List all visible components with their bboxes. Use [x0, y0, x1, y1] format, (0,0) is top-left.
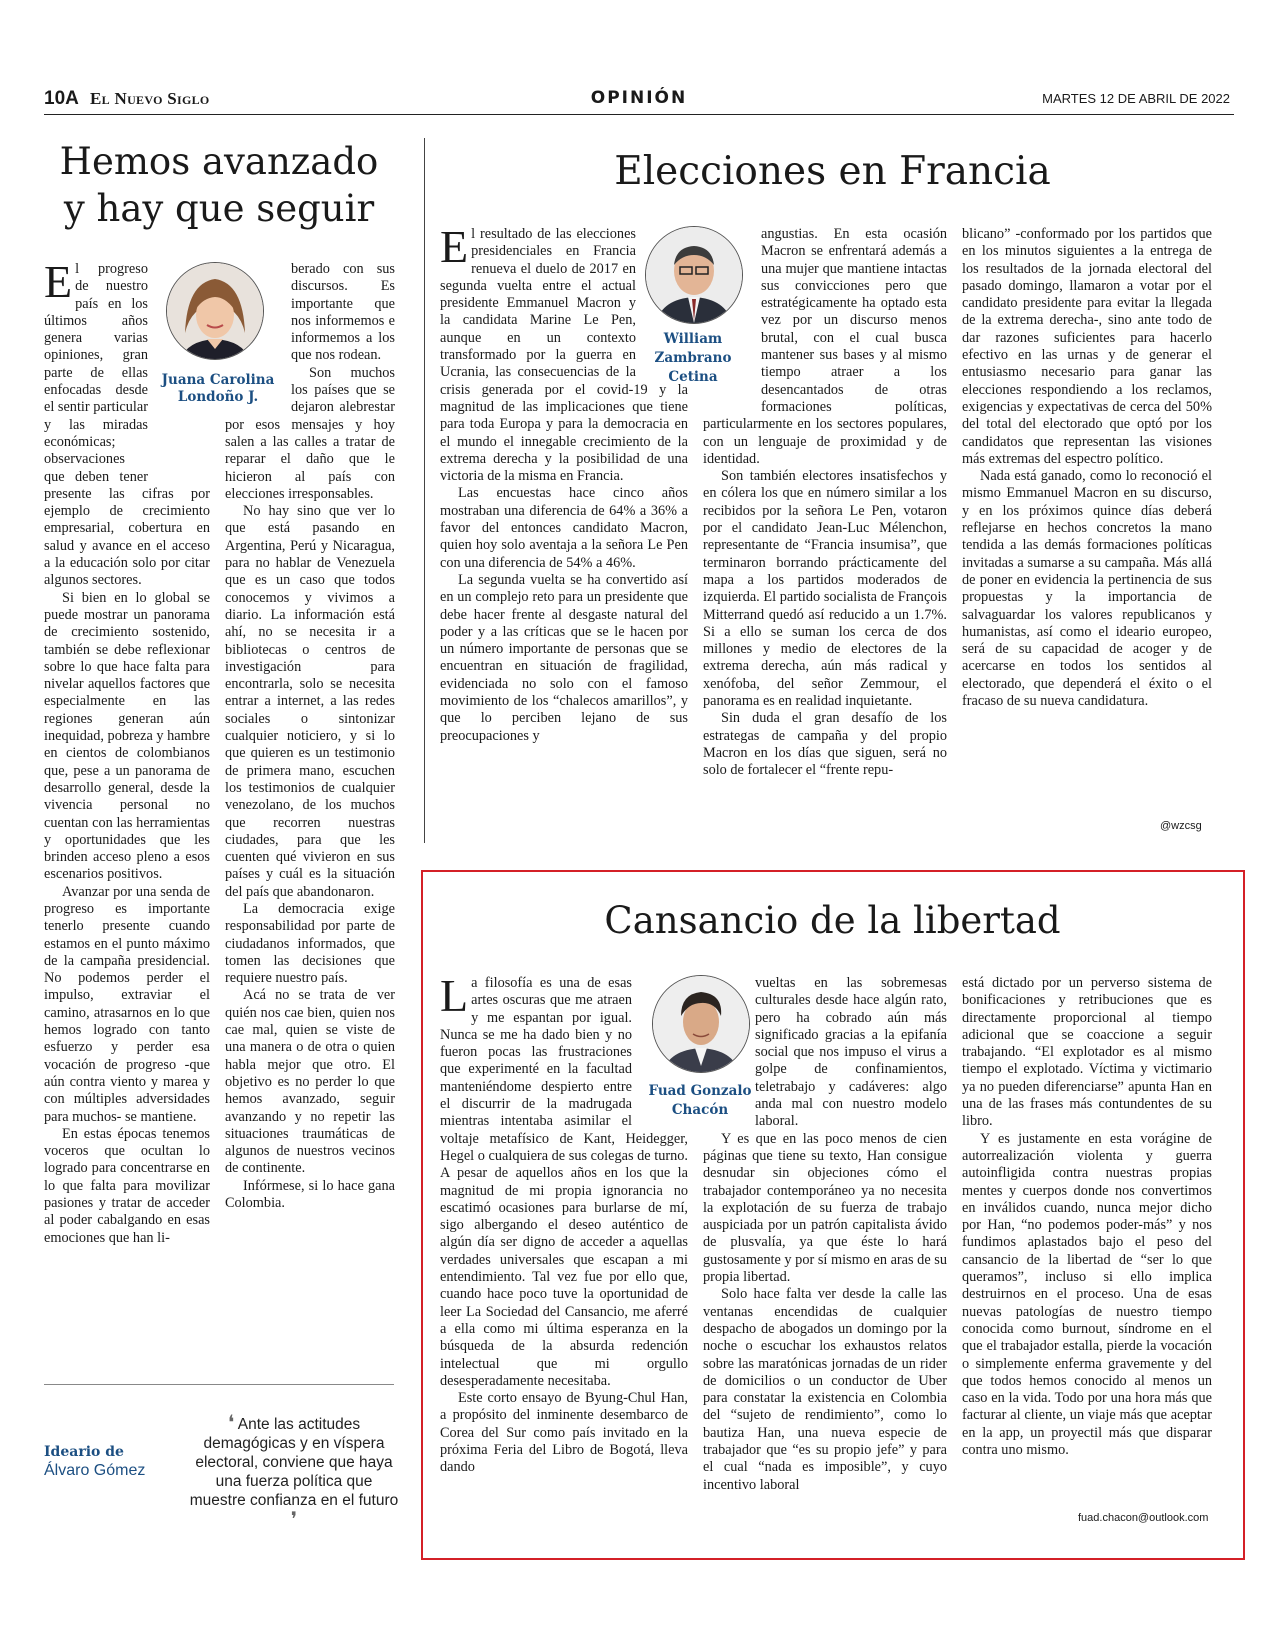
quote-close-icon: ❜ [290, 1507, 298, 1531]
left-article-col1: El progreso de nuestro país en los últimos años genera varias opiniones, gran parte de ellas enfocadas desde el sentir particular y las miradas económicas; observaciones que deben tener presente las cifras por ejemplo de crecimiento empresarial, cobertura en salud y avance en el acceso a la educación solo por citar algunos sectores. Si bien en lo global se puede mostrar un panorama de crecimiento sostenido, también se debe reflexionar sobre lo que hace falta para nivelar aquellos factores que especialmente en las regiones generan aún inequidad, pobreza y hambre en cientos de colombianos que, pese a un panorama de desarrollo general, desde la vivencia personal no cuentan con las herramientas y oportunidades que les brinden acceso pleno a esos escenarios positivos. Avanzar por una senda de progreso es importante tenerlo presente cuando estamos en el punto máximo de la campaña presidencial. No podemos perder el impulso, extraviar el camino, atrasarnos en lo que hemos logrado con tanto esfuerzo y perder esa vocación de progreso -que aún contra viento y marea y con múltiples adversidades para muchos- se mantiene. En estas épocas tenemos voceros que ocultan lo logrado para concentrarse en lo que falta para movilizar pasiones y tratar de acceder al poder cabalgando en esas emociones que han li- [44, 261, 210, 1246]
issue-date: MARTES 12 DE ABRIL DE 2022 [1042, 91, 1230, 106]
ideario-label: Ideario de Álvaro Gómez [44, 1444, 146, 1479]
author-handle: @wzcsg [1160, 820, 1202, 832]
author-byline-william: William Zambrano Cetina [654, 331, 732, 385]
author-photo-juana [166, 262, 264, 360]
cansancio-article-col3: está dictado por un perverso sistema de bonificaciones y retribuciones que es directamente proporcional al tiempo adicional que se coaccione a seguir trabajando. “El explotador es al mismo tiempo el explotado. Víctima y victimario ya no pueden diferenciarse” apunta Han en una de las frases más contundentes de su libro. Y es justamente en esta vorágine de autorrealización violenta y guerra autoinfligida contra nuestras propias mentes y cuerpos donde nos convertimos en inválidos cuando, nunca mejor dicho por Han, “no podemos poder-más” y nos fundimos aplastados bajo el peso del cansancio de la libertad de “ser lo que queramos”, incluso si ello implica destruirnos en el proceso. Una de esas nuevas patologías de nuestro tiempo conocida como burnout, síndrome en el que el trabajador estalla, pierde la vocación o simplemente enferma gravemente y del que todos hemos conocido al menos un caso en la vida. Todo por una hora más que facturar al cliente, un viaje más que aceptar en la app, un proyectil más que disparar contra uno mismo. [962, 975, 1212, 1459]
drop-cap: E [44, 261, 73, 307]
author-byline-juana: Juana Carolina Londoño J. [161, 372, 275, 405]
francia-article-title: Elecciones en Francia [614, 149, 1051, 194]
cansancio-article-col2: vueltas en las sobremesas culturales desde hace algún rato, pero ha cobrado aún más significado gracias a la epifanía social que nos impuso el virus a golpe de confinamientos, teletrabajo y cadáveres: algo anda mal con nuestro modelo laboral. Y es que en las poco menos de cien páginas que tiene su texto, Han consigue desnudar sin objeciones cómo el trabajador contemporáneo ya no necesita la explotación de su fuerza de trabajo auspiciada por un patrón capitalista ávido de plusvalía, ya que éste lo hará gustosamente y por sí mismo en aras de su propia libertad. Solo hace falta ver desde la calle las ventanas encendidas de cualquier despacho de abogados un domingo por la noche o escuchar los exhaustos relatos sobre las maratónicas jornadas de un rider de domicilios o un conductor de Uber para constatar la existencia en Colombia del “sujeto de rendimiento”, como lo bautiza Han, una nueva especie de trabajador que “es su propio jefe” y para el cual “nada es imposible”, y cuyo incentivo laboral [703, 975, 947, 1493]
ideario-quote: ❛ Ante las actitudes demagógicas y en víspera electoral, conviene que haya una fuerza política que muestre confianza en el futuro ❜ [189, 1410, 399, 1531]
masthead [44, 88, 1234, 115]
francia-article-col1: El resultado de las elecciones presidenciales en Francia renueva el duelo de 2017 en segunda vuelta entre el actual presidente Emmanuel Macron y la candidata Marine Le Pen, aunque en un contexto transformado por la guerra en Ucrania, las consecuencias de la crisis generada por el covid-19 y la magnitud de las implicaciones que tiene para toda Europa y para la democracia en el mundo el innegable crecimiento de la extrema derecha y la posibilidad de una victoria de la misma en Francia. Las encuestas hace cinco años mostraban una diferencia de 64% a 36% a favor del entonces candidato Macron, quien hoy solo aventaja a la señora Le Pen con una diferencia de 54% a 46%. La segunda vuelta se ha convertido así en un complejo reto para un presidente que debe hacer frente al desgaste natural del poder y a las críticas que se le hacen por un número importante de personas que se encuentran en situación de fragilidad, evidenciada no solo con el famoso movimiento de los “chalecos amarillos”, y que lo perciben lejano de sus preocupaciones y [440, 226, 688, 744]
author-byline-fuad: Fuad Gonzalo Chacón [648, 1083, 752, 1118]
francia-article-col2: angustias. En esta ocasión Macron se enfrentará además a una mujer que mantiene intactas sus convicciones pero que estratégicamente ha optado esta vez por un discurso menos brutal, con el cual busca mantener sus bases y al mismo tiempo atraer a los desencantados de otras formaciones políticas, particularmente en los sectores populares, con un lenguaje de proximidad y de identidad. Son también electores insatisfechos y en cólera los que en número similar a los recibidos por la señora Le Pen, votaron por el candidato Jean-Luc Mélenchon, representante de “Francia insumisa”, que terminaron borrando prácticamente del mapa a los partidos moderados de izquierda. El partido socialista de François Mitterrand quedó así reducido a un 1.7%. Si a ello se suman los cerca de dos millones y medio de electores de la extrema derecha, aún más radical y xenófoba, del señor Zemmour, el panorama es en realidad inquietante. Sin duda el gran desafío de los estrategas de campaña y del propio Macron en los días que siguen, será no solo de fortalecer el “frente repu- [703, 226, 947, 779]
cansancio-article-col1: La filosofía es una de esas artes oscuras que me atraen y me espantan por igual. Nunca se me ha dado bien y no fueron pocas las frustraciones que experimenté en la facultad manteniéndome despierto entre el discurrir de la madrugada mientras intentaba asimilar el voltaje metafísico de Kant, Heidegger, Hegel o cualquiera de sus colegas de turno. A pesar de aquellos años en los que la magnitud de mi propia ignorancia no escatimó ocasiones para burlarse de mí, sigo albergando el deseo auténtico de algún día ser digno de acceder a aquellas verdades universales que escapan a mi entendimiento. Tal vez fue por ello que, cuando hace poco tuve la oportunidad de leer La Sociedad del Cansancio, me aferré a ella como mi última esperanza en la búsqueda de la absurda redención intelectual que mi orgullo desesperadamente necesitaba. Este corto ensayo de Byung-Chul Han, a propósito del inminente desembarco de Corea del Sur como país invitado en la próxima Feria del Libro de Bogotá, lleva dando [440, 975, 688, 1476]
drop-cap: L [440, 975, 469, 1021]
divider-line [44, 1384, 394, 1385]
left-article-col2: berado con sus discursos. Es importante que nos informemos e informemos a los que nos rodean. Son muchos los países que se dejaron alebrestar por esos mensajes y hoy salen a las calles a tratar de reparar el daño que le hicieron al país con elecciones irresponsables. No hay sino que ver lo que está pasando en Argentina, Perú y Nicaragua, para no hablar de Venezuela que es un caso que todos conocemos y vivimos a diario. La información está ahí, no se necesita ir a bibliotecas o centros de investigación para encontrarla, solo se necesita entrar a internet, a las redes sociales o sintonizar cualquier noticiero, y si lo que quieren es un testimonio de primera mano, escuchen los testimonios de cualquier venezolano, de los muchos que recorren nuestras ciudades, para que les cuenten qué vivieron en sus países y cuál es la situación del país que abandonaron. La democracia exige responsabilidad por parte de ciudadanos informados, que tomen las decisiones que requiere nuestro país. Acá no se trata de ver quién nos cae bien, quien nos cae mal, quien se viste de una manera o de otra o quien habla mejor que otro. El objetivo es no perder lo que hemos avanzado, seguir avanzando y no repetir las situaciones traumáticas de algunos de nuestros vecinos de continente. Infórmese, si lo hace gana Colombia. [225, 261, 395, 1212]
left-article-title: Hemos avanzado y hay que seguir [59, 140, 379, 230]
quote-open-icon: ❛ [227, 1410, 235, 1434]
francia-article-col3: blicano” -conformado por los partidos que en los minutos siguientes a la entrega de los resultados de la jornada electoral del pasado domingo, llamaron a votar por el candidato presidente para evitar la llegada de la extrema derecha-, sino ante todo de dar razones suficientes para hacerlo efectivo en las urnas y de generar el entusiasmo necesario para ganar las elecciones respondiendo a los reclamos, exigencias y expectativas de cerca del 50% del total del electorado que optó por los candidatos que representan las visiones más extremas del espectro político. Nada está ganado, como lo reconoció el mismo Emmanuel Macron en su discurso, y en los próximos quince días deberá reflejarse en hechos concretos la mano tendida a las demás formaciones políticas invitadas a sumarse a su campaña. Más allá de poner en evidencia la pertinencia de sus propuestas y la importancia de salvaguardar los valores republicanos y humanistas, así como el ideario europeo, será de su capacidad de acoger y de acercarse en todos los sentidos al electorado, que dependerá el éxito o el fracaso de su nueva candidatura. [962, 226, 1212, 710]
page-number: 10A [44, 88, 79, 109]
section-title: OPINIÓN [590, 88, 688, 108]
column-divider [424, 138, 425, 843]
author-email[interactable]: fuad.chacon@outlook.com [1078, 1512, 1209, 1524]
newspaper-name: El Nuevo Siglo [90, 89, 210, 108]
author-photo-fuad [652, 975, 750, 1073]
drop-cap: E [440, 226, 469, 272]
author-photo-william [645, 226, 743, 324]
cansancio-article-title: Cansancio de la libertad [604, 899, 1061, 942]
